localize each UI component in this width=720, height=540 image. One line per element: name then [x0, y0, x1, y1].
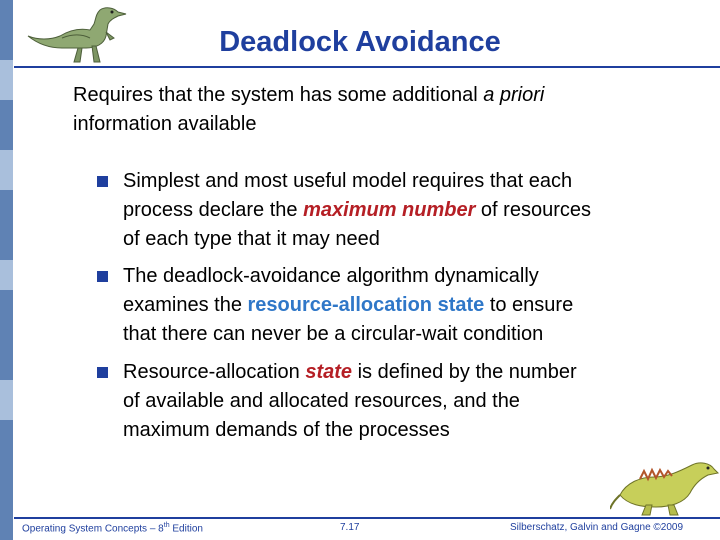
intro-text: Requires that the system has some additional [73, 84, 484, 106]
left-bar-segment [0, 150, 13, 190]
left-bar-segment [0, 260, 13, 290]
footer-text: Edition [169, 523, 203, 535]
bullet-line [123, 291, 693, 320]
bullet-line: maximum demands of the processes [123, 419, 450, 441]
intro-line-1 [73, 81, 673, 110]
bullet-line: The deadlock-avoidance algorithm dynamically [123, 265, 539, 287]
bullet-line: of available and allocated resources, and the [123, 390, 520, 412]
emphasis-blue: resource-allocation state [247, 294, 485, 316]
footer-copyright: Silberschatz, Galvin and Gagne ©2009 [510, 522, 684, 533]
left-bar-segment [0, 380, 13, 420]
bullet-text [123, 262, 693, 349]
intro-paragraph [73, 81, 673, 139]
bullet-line [123, 358, 693, 387]
dinosaur-bottom-icon [610, 455, 720, 517]
left-bar-segment [0, 60, 13, 100]
bullet-square-icon [97, 271, 108, 282]
emphasis-red: maximum number [303, 199, 476, 221]
bullet-line: Simplest and most useful model requires that each [123, 170, 573, 192]
bullet-text-part: examines the [123, 294, 248, 316]
slide-title: Deadlock Avoidance [219, 26, 501, 58]
title-divider [14, 66, 720, 68]
bullet-square-icon [97, 176, 108, 187]
bullet-text [123, 167, 693, 254]
bullet-text-part: is defined by the number [352, 361, 577, 383]
intro-italic: a priori [483, 84, 545, 106]
bullet-text [123, 358, 693, 445]
bullet-text-part: of resources [475, 199, 591, 221]
footer-superscript: th [163, 522, 170, 529]
intro-line-2: information available [73, 113, 257, 135]
bullet-text-part: process declare the [123, 199, 304, 221]
dinosaur-top-icon [22, 2, 142, 66]
bullet-line: of each type that it may need [123, 228, 380, 250]
emphasis-red: state [305, 361, 353, 383]
footer-book-title [22, 522, 203, 534]
bullet-text-part: to ensure [484, 294, 574, 316]
footer-page-number: 7.17 [340, 522, 360, 533]
footer-text: Operating System Concepts – 8 [22, 523, 164, 535]
bullet-line: that there can never be a circular-wait condition [123, 323, 544, 345]
bullet-line [123, 196, 693, 225]
bullet-square-icon [97, 367, 108, 378]
footer-divider [14, 517, 720, 519]
bullet-text-part: Resource-allocation [123, 361, 306, 383]
left-accent-bar [0, 0, 13, 540]
